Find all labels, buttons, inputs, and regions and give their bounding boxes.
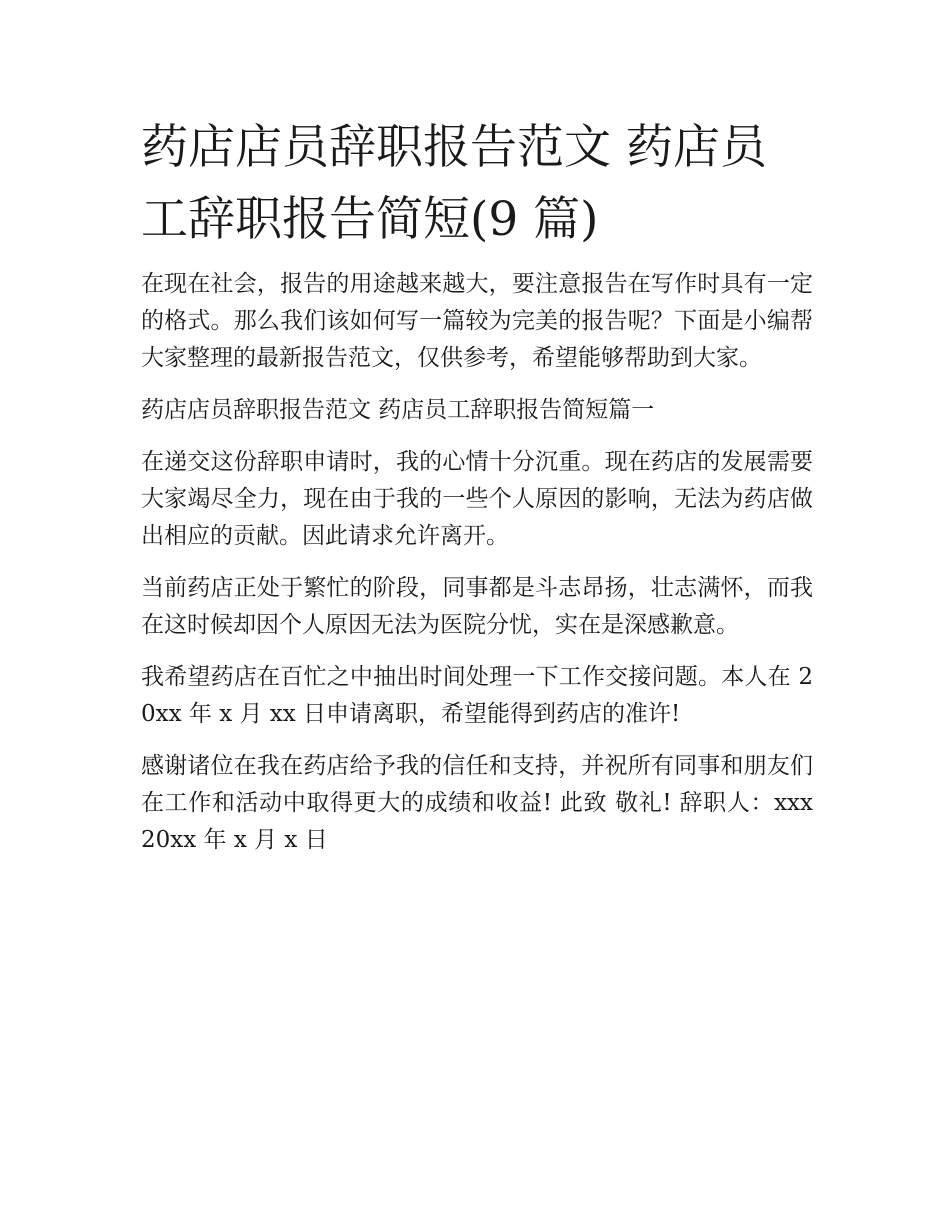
body-paragraph: 在递交这份辞职申请时，我的心情十分沉重。现在药店的发展需要大家竭尽全力，现在由于我的一些个人原因的影响，无法为药店做出相应的贡献。因此请求允许离开。 bbox=[141, 449, 813, 549]
intro-paragraph: 在现在社会，报告的用途越来越大，要注意报告在写作时具有一定的格式。那么我们该如何写一篇较为完美的报告呢？下面是小编帮大家整理的最新报告范文，仅供参考，希望能够帮助到大家。 bbox=[141, 271, 813, 371]
document-title: 药店店员辞职报告范文 药店员工辞职报告简短(9 篇) bbox=[141, 120, 767, 247]
closing-paragraph: 感谢诸位在我在药店给予我的信任和支持，并祝所有同事和朋友们在工作和活动中取得更大的成绩和收益! 此致 敬礼! 辞职人：xxx 20xx 年 x 月 x 日 bbox=[141, 753, 813, 853]
body-paragraph: 我希望药店在百忙之中抽出时间处理一下工作交接问题。本人在 20xx 年 x 月 xx 日申请离职，希望能得到药店的准许! bbox=[141, 664, 813, 727]
document-page bbox=[141, 112, 813, 874]
section-heading: 药店店员辞职报告范文 药店员工辞职报告简短篇一 bbox=[141, 397, 655, 423]
document-body bbox=[141, 266, 813, 859]
body-paragraph: 当前药店正处于繁忙的阶段，同事都是斗志昂扬，壮志满怀，而我在这时候却因个人原因无法为医院分忧，实在是深感歉意。 bbox=[141, 575, 813, 638]
